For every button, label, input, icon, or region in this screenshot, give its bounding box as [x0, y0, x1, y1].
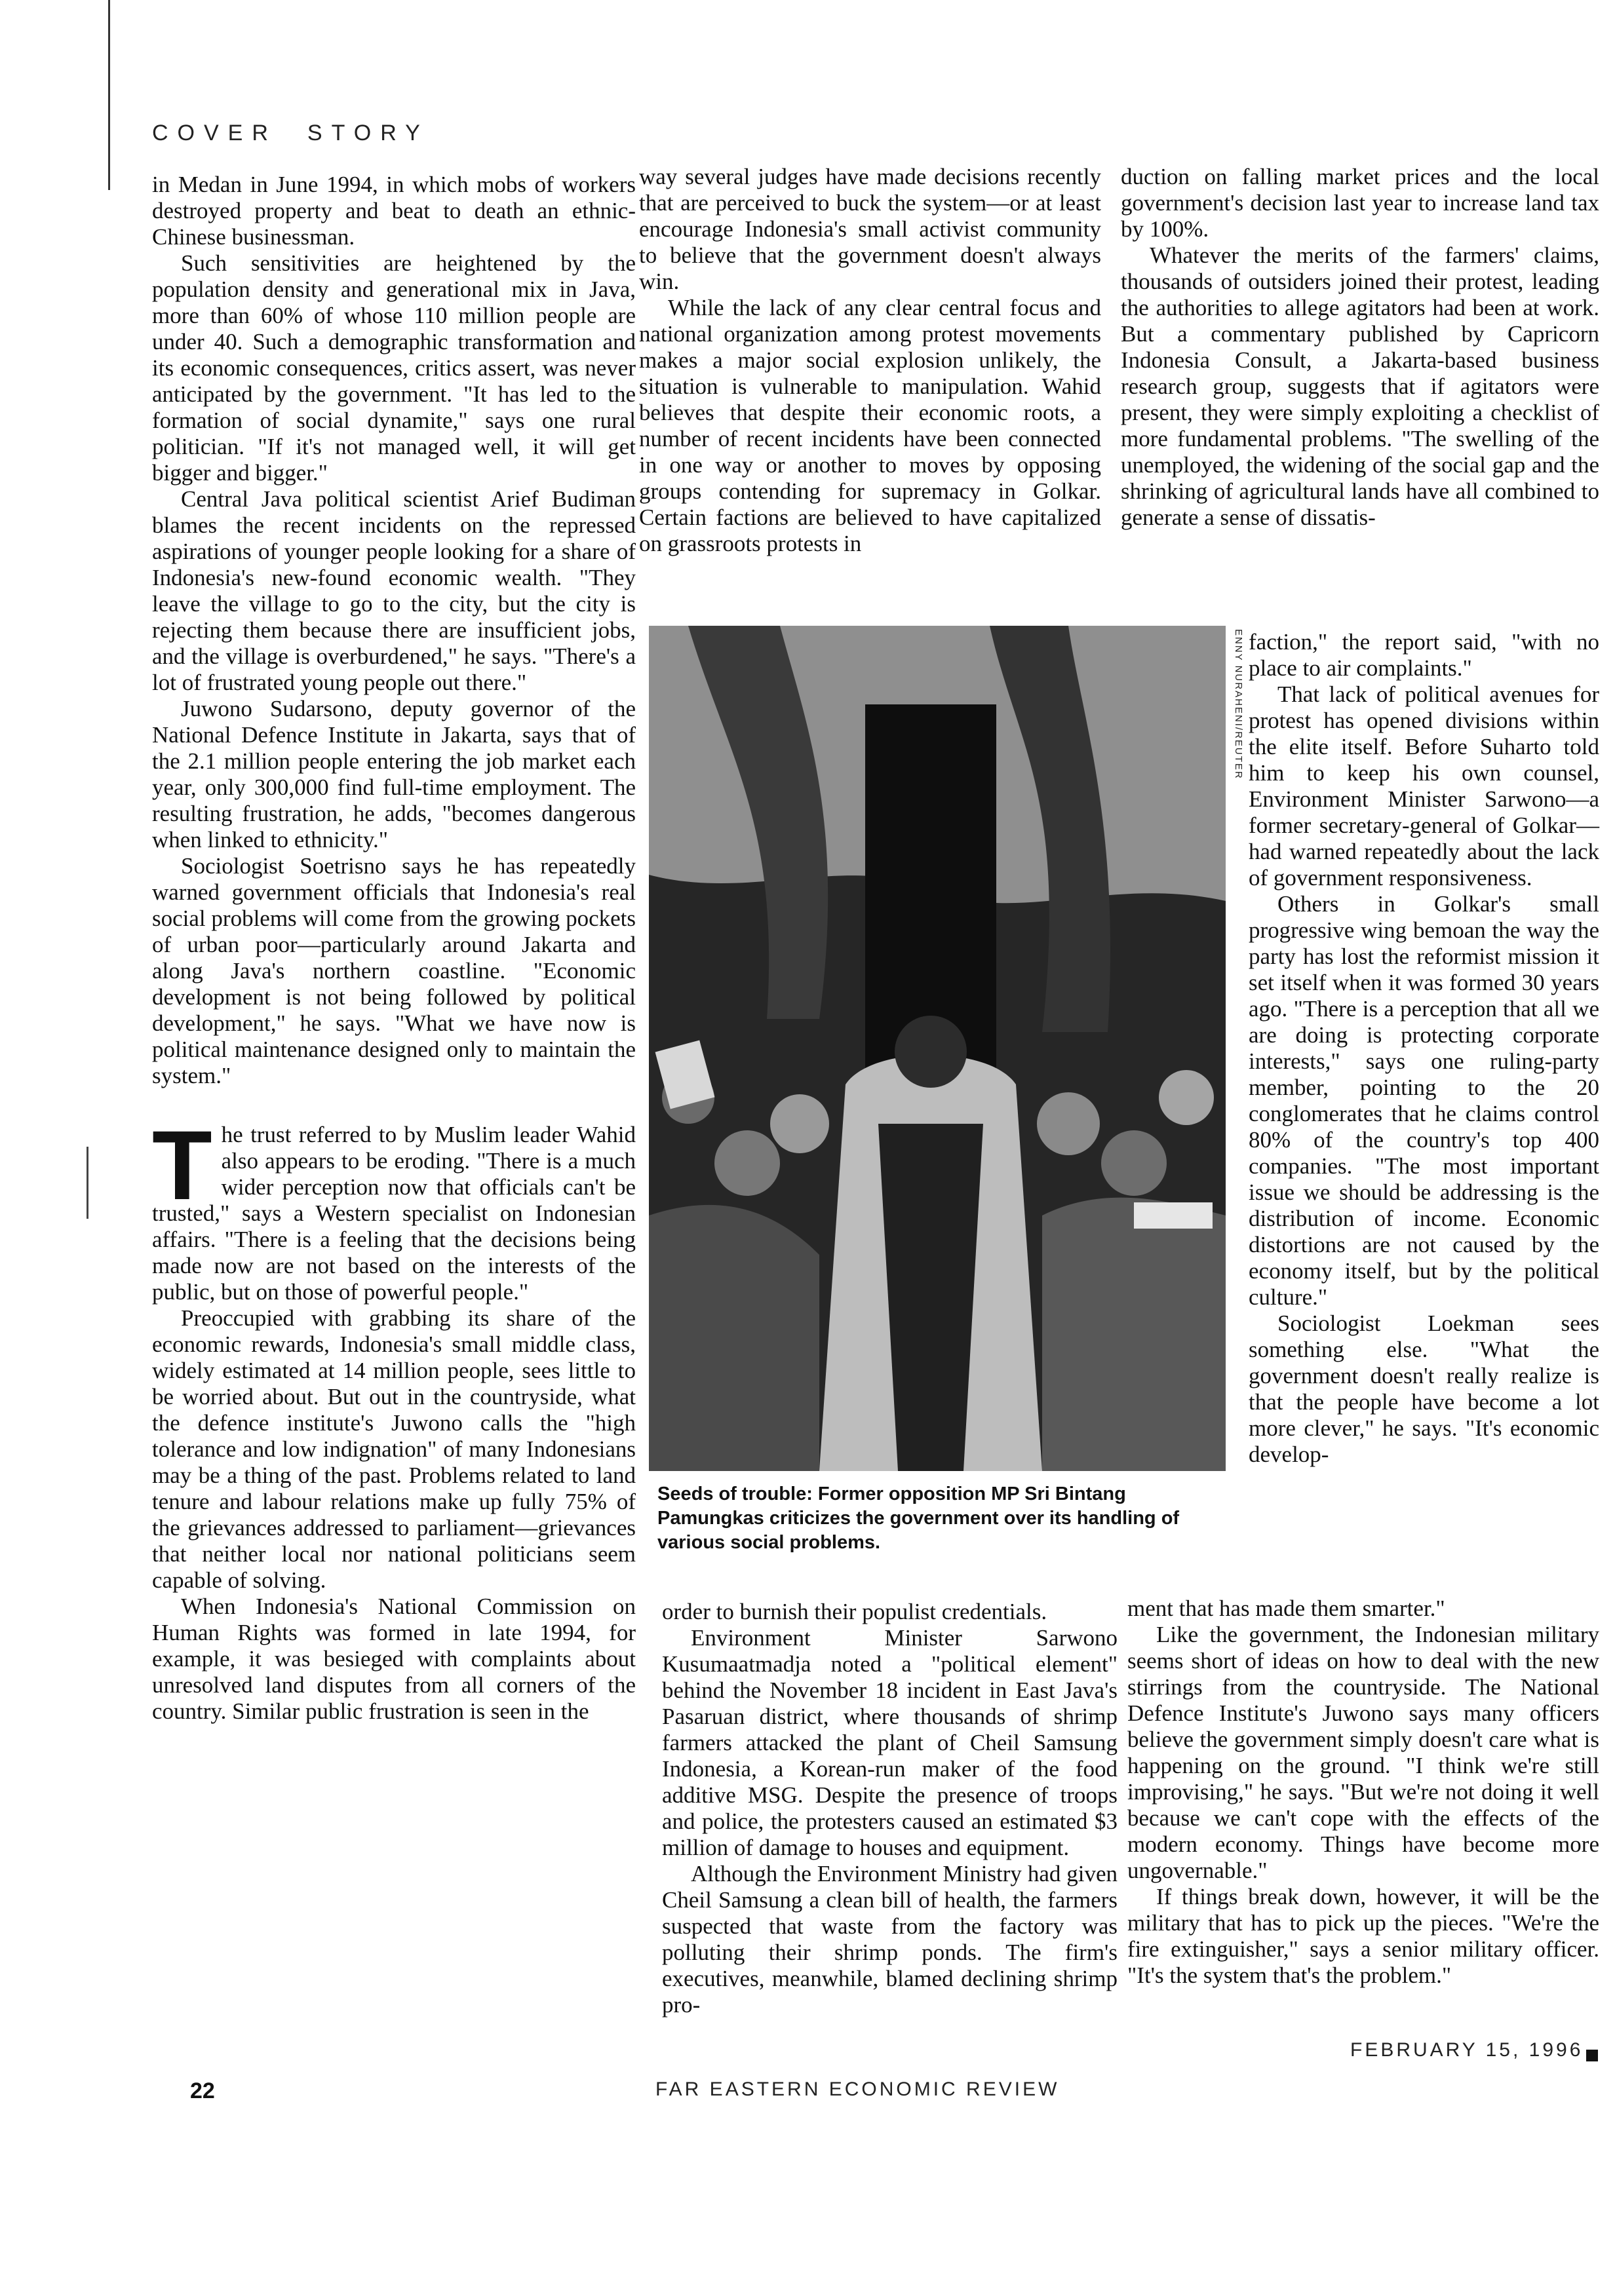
publication-name: FAR EASTERN ECONOMIC REVIEW — [655, 2078, 1060, 2100]
photo-credit: ENNY NURAHENI/REUTER — [1233, 629, 1244, 780]
paragraph: That lack of political avenues for protest has opened divisions within the elite itself. Before Suharto told him to keep his own counsel, Environment Minister Sarwono—a former secretary-general of Golkar—had warned repeatedly about the lack of government responsiveness. — [1249, 681, 1599, 890]
paragraph: in Medan in June 1994, in which mobs of workers destroyed property and beat to death an ethnic-Chinese businessman. — [152, 172, 636, 250]
paragraph: Like the government, the Indonesian military seems short of ideas on how to deal with the new stirrings from the countryside. The National Defence Institute's Juwono says many officers believe the government simply doesn't care what is happening on the ground. "I think we're still improvising," he says. "But we're not doing it well because we can't cope with the effects of the modern economy. Things have become more ungovernable." — [1127, 1622, 1599, 1883]
paragraph: ment that has made them smarter." — [1127, 1596, 1445, 1621]
paragraph-text: he trust referred to by Muslim leader Wahid also appears to be eroding. "There is a much wider perception now that officials can't be trusted," says a Western specialist on Indonesian affairs. "There is a feeling that the decisions being made now are not based on the interests of the public, but on those of powerful people." — [152, 1122, 636, 1305]
news-photo — [649, 626, 1226, 1471]
paragraph: When Indonesia's National Commission on Human Rights was formed in late 1994, for example, it was besieged with complaints about unresolved land disputes from all corners of the country. Similar public frustration is seen in the — [152, 1594, 636, 1724]
paragraph: If things break down, however, it will be the military that has to pick up the pieces. "We're the fire extinguisher," says a senior military officer. "It's the system that's the problem." — [1127, 1884, 1599, 1988]
paragraph-dropcap — [152, 1110, 636, 1305]
paragraph: While the lack of any clear central focus and national organization among protest movements makes a major social explosion unlikely, the situation is vulnerable to manipulation. Wahid believes that despite their economic roots, a number of recent incidents have been connected in one way or another to moves by opposing groups contending for supremacy in Golkar. Certain factions are believed to have capitalized on grassroots protests in — [639, 295, 1101, 556]
paragraph: duction on falling market prices and the local government's decision last year to increase land tax by 100%. — [1121, 164, 1599, 242]
paragraph: Such sensitivities are heightened by the population density and generational mix in Java, more than 60% of whose 110 million people are under 40. Such a demographic transformation and its economic consequences, critics assert, was never anticipated by the government. "It has led to the formation of social dynamite," says one rural politician. "If it's not managed well, it will get bigger and bigger." — [152, 250, 636, 486]
section-label-word2: STORY — [307, 121, 429, 145]
drop-cap: T — [152, 1110, 212, 1220]
crowd-photo-illustration — [649, 626, 1226, 1471]
paragraph: Central Java political scientist Arief Budiman blames the recent incidents on the repressed aspirations of younger people looking for a share of Indonesia's new-found economic wealth. "They leave the village to go to the city, but the city is rejecting them because there are insufficient jobs, and the village is overburdened," he says. "There's a lot of frustrated young people out there." — [152, 486, 636, 695]
paragraph: Sociologist Loekman sees something else. "What the government doesn't really realize is that the people have become a lot more clever," he says. "It's economic develop- — [1249, 1311, 1599, 1467]
scan-edge-line — [108, 0, 110, 190]
paragraph: Juwono Sudarsono, deputy governor of the National Defence Institute in Jakarta, says that of the 2.1 million people entering the job market each year, only 300,000 find full-time employment. The resulting frustration, he adds, "becomes dangerous when linked to ethnicity." — [152, 696, 636, 852]
issue-date: FEBRUARY 15, 1996 — [1350, 2039, 1584, 2061]
article-column-3-top — [1121, 164, 1599, 531]
paragraph: faction," the report said, "with no place to air complaints." — [1249, 629, 1599, 681]
paragraph: order to burnish their populist credentials. — [662, 1599, 1047, 1624]
paragraph: way several judges have made decisions recently that are perceived to buck the system—or at least encourage Indonesia's small activist community to believe that the government doesn't always win. — [639, 164, 1101, 294]
paragraph: Environment Minister Sarwono Kusumaatmadja noted a "political element" behind the November 18 incident in East Java's Pasaruan district, where thousands of shrimp farmers attacked the plant of Cheil Samsung Indonesia, a Korean-run maker of the food additive MSG. Despite the presence of troops and police, the protesters caused an estimated $3 million of damage to houses and equipment. — [662, 1625, 1118, 1860]
end-of-article-mark — [1586, 2050, 1598, 2061]
paragraph: Preoccupied with grabbing its share of the economic rewards, Indonesia's small middle class, widely estimated at 14 million people, sees little to be worried about. But out in the countryside, what the defence institute's Juwono calls the "high tolerance and low indignation" of many Indonesians may be a thing of the past. Problems related to land tenure and labour relations make up fully 75% of the grievances addressed to parliament—grievances that neither local nor national politicians seem capable of solving. — [152, 1305, 636, 1593]
article-column-1 — [152, 172, 636, 1725]
page-number: 22 — [190, 2078, 215, 2103]
article-column-3-bottom — [1127, 1596, 1599, 1989]
article-column-2-bottom — [662, 1599, 1118, 2018]
article-column-2-top — [639, 164, 1101, 557]
photo-caption: Seeds of trouble: Former opposition MP Sri Bintang Pamungkas criticizes the government over its handling of various social problems. — [657, 1483, 1180, 1553]
section-label-word1: COVER — [152, 121, 277, 145]
article-column-3-narrow — [1249, 629, 1599, 1468]
section-label — [152, 121, 429, 146]
paragraph: Sociologist Soetrisno says he has repeatedly warned government officials that Indonesia's real social problems will come from the growing pockets of urban poor—particularly around Jakarta and along Java's northern coastline. "Economic development is not being followed by political development," he says. "What we have now is political maintenance designed only to maintain the system." — [152, 853, 636, 1088]
paragraph: Although the Environment Ministry had given Cheil Samsung a clean bill of health, the farmers suspected that waste from the factory was polluting their shrimp ponds. The firm's executives, meanwhile, blamed declining shrimp pro- — [662, 1861, 1118, 2018]
scan-margin-mark — [87, 1147, 88, 1219]
paragraph: Whatever the merits of the farmers' claims, thousands of outsiders joined their protest, leading the authorities to allege agitators had been at work. But a commentary published by Capricorn Indonesia Consult, a Jakarta-based business research group, suggests that if agitators were present, they were simply exploiting a checklist of more fundamental problems. "The swelling of the unemployed, the widening of the social gap and the shrinking of agricultural lands have all combined to generate a sense of dissatis- — [1121, 242, 1599, 530]
paragraph: Others in Golkar's small progressive wing bemoan the way the party has lost the reformist mission it set itself when it was formed 30 years ago. "There is a perception that all we are doing is protecting corporate interests," says one ruling-party member, pointing to the 20 conglomerates that he claims control 80% of the country's top 400 companies. "The most important issue we should be addressing is the distribution of income. Economic distortions are not caused by the economy itself, but by the political culture." — [1249, 891, 1599, 1310]
